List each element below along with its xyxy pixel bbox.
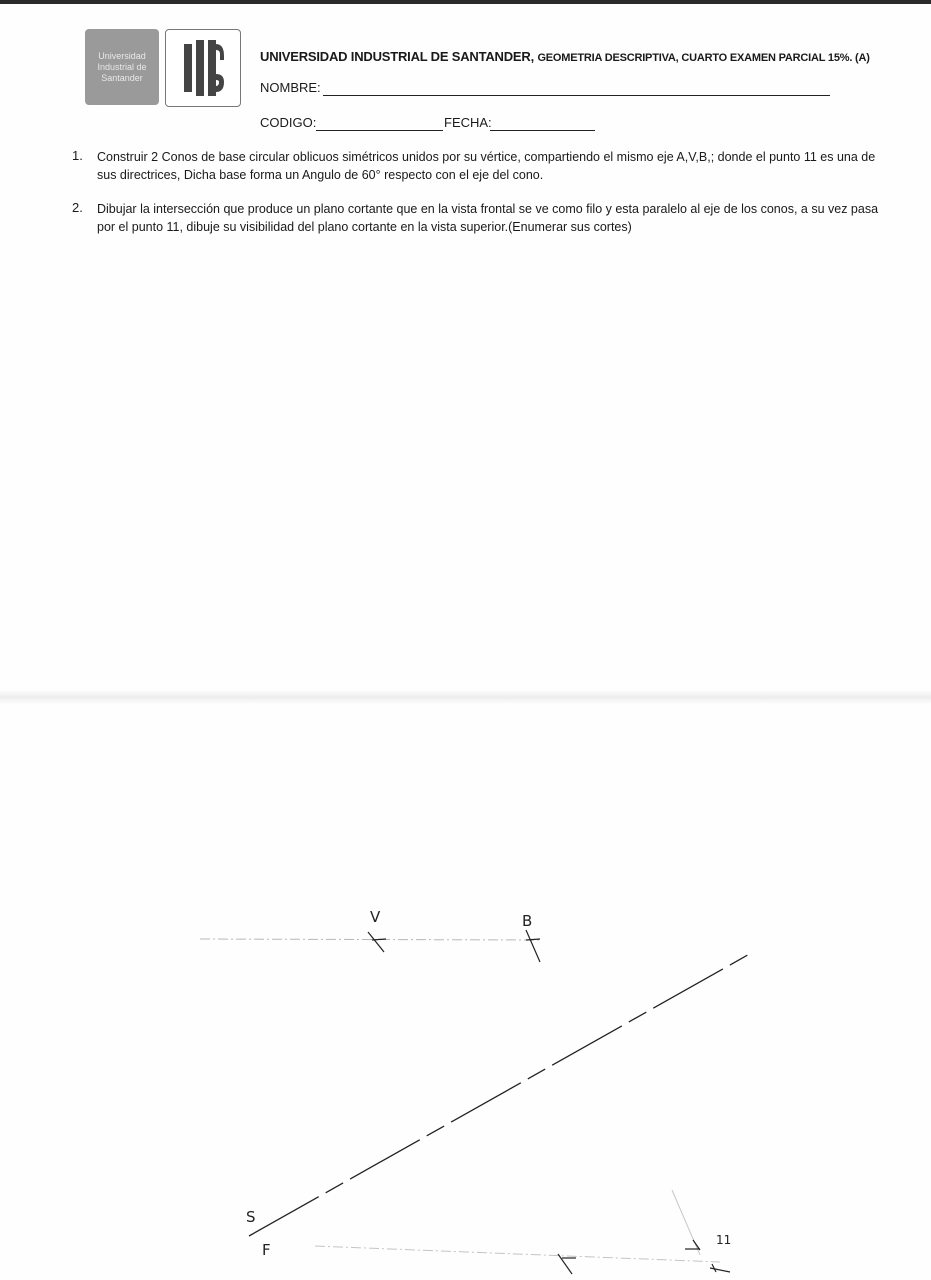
scan-edge [0,0,931,4]
university-logo [85,29,159,105]
exam-title [260,49,870,64]
label-11: 11 [716,1233,732,1247]
title-main: UNIVERSIDAD INDUSTRIAL DE SANTANDER, [260,49,535,64]
label-b: B [522,912,533,930]
instruction-text: Construir 2 Conos de base circular oblicuos simétricos unidos por su vértice, compartiendo el mismo eje A,V,B,; donde el punto 11 es una de sus directrices, Dicha base forma un Angulo de 60° respecto con el eje del cono. [97,150,876,182]
label-s: S [246,1208,256,1226]
nombre-field-line[interactable] [323,95,830,96]
uis-emblem-icon [165,29,241,107]
instruction-number: 1. [72,148,83,163]
label-v: V [370,908,381,926]
cutting-plane-line [249,952,753,1236]
label-f: F [262,1241,271,1259]
tick-11-lower [710,1268,730,1272]
instruction-text: Dibujar la intersección que produce un plano cortante que en la vista frontal se ve como filo y esta paralelo al eje de los conos, a su vez pasa por el punto 11, dibuje su visibilidad del plano cortante en la vista superior.(Enumerar sus cortes) [97,202,879,234]
codigo-field-line[interactable] [316,130,443,131]
tick-v [368,932,384,952]
instruction-number: 2. [72,200,83,215]
university-logo-text: Universidad Industrial de Santander [97,50,147,83]
title-sub: GEOMETRIA DESCRIPTIVA, CUARTO EXAMEN PARCIAL 15%. (A) [537,52,870,64]
fecha-label: FECHA: [444,115,492,130]
reference-line-vb [200,939,540,940]
paper-fold [0,690,931,704]
nombre-label: NOMBRE: [260,80,321,95]
faint-line-11 [672,1190,700,1255]
codigo-label: CODIGO: [260,115,317,130]
fecha-field-line[interactable] [490,130,595,131]
geometry-drawing [0,880,931,1280]
reference-line-bottom [315,1246,720,1262]
tick-b [526,930,540,962]
tick-bottom-1 [558,1254,572,1274]
